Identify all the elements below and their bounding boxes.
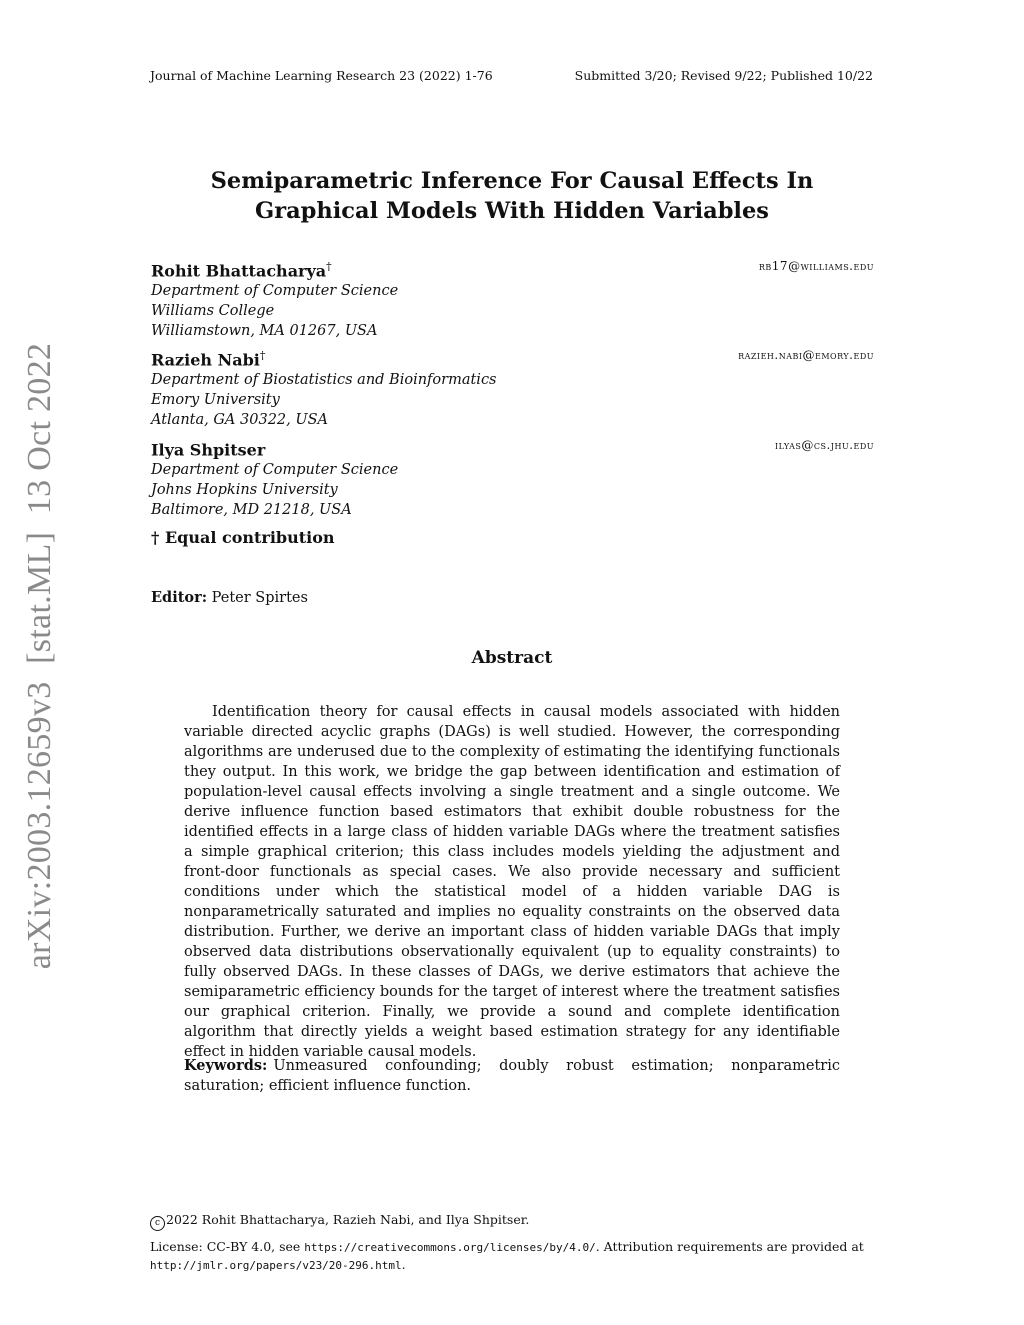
- author-name: Ilya Shpitser: [151, 440, 266, 460]
- license-prefix: License: CC-BY 4.0, see: [150, 1239, 305, 1254]
- arxiv-identifier[interactable]: arXiv:2003.12659v3 [stat.ML] 13 Oct 2022: [21, 342, 58, 970]
- license-link[interactable]: https://creativecommons.org/licenses/by/4.0/: [304, 1241, 596, 1254]
- author-name: Razieh Nabi†: [151, 349, 266, 370]
- affiliation-address: Williamstown, MA 01267, USA: [151, 323, 378, 340]
- affiliation-address: Baltimore, MD 21218, USA: [151, 502, 352, 519]
- arxiv-sidebar-stamp: [0, 342, 80, 970]
- author-block-3: [151, 436, 874, 520]
- paper-title: [150, 166, 874, 226]
- affiliation-institution: Williams College: [151, 303, 275, 320]
- author-block-2: [151, 346, 874, 430]
- equal-contribution-note: † Equal contribution: [151, 528, 335, 547]
- author-email[interactable]: razieh.nabi@emory.edu: [738, 348, 874, 362]
- affiliation-department: Department of Computer Science: [151, 462, 399, 479]
- keywords-label: Keywords:: [184, 1057, 268, 1074]
- author-email[interactable]: ilyas@cs.jhu.edu: [774, 438, 874, 452]
- license-end: .: [401, 1257, 406, 1272]
- editor-label: Editor:: [151, 589, 208, 606]
- author-email[interactable]: rb17@williams.edu: [758, 259, 874, 273]
- equal-contribution-mark: †: [326, 260, 332, 273]
- running-header-journal: Journal of Machine Learning Research 23 (2022) 1-76: [150, 68, 493, 83]
- affiliation-department: Department of Biostatistics and Bioinformatics: [151, 372, 497, 389]
- keywords-line: [184, 1056, 840, 1096]
- copyright-icon: c: [150, 1216, 165, 1231]
- license-line: [150, 1238, 874, 1274]
- copyright-line: [150, 1212, 529, 1231]
- license-mid: . Attribution requirements are provided at: [595, 1239, 864, 1254]
- affiliation-address: Atlanta, GA 30322, USA: [151, 412, 328, 429]
- copyright-text: 2022 Rohit Bhattacharya, Razieh Nabi, and Ilya Shpitser.: [166, 1212, 530, 1227]
- affiliation-institution: Johns Hopkins University: [151, 482, 338, 499]
- abstract-heading: Abstract: [471, 648, 553, 668]
- keywords-text: Unmeasured confounding; doubly robust estimation; nonparametric saturation; efficient influence function.: [184, 1058, 840, 1094]
- affiliation-department: Department of Computer Science: [151, 283, 399, 300]
- paper-title-line-2: Graphical Models With Hidden Variables: [255, 198, 769, 224]
- author-block-1: [151, 257, 874, 341]
- running-header-dates: Submitted 3/20; Revised 9/22; Published 10/22: [574, 68, 873, 83]
- abstract-text: Identification theory for causal effects in causal models associated with hidden variable directed acyclic graphs (DAGs) is well studied. However, the corresponding algorithms are underused due to the complexity of estimating the identifying functionals they output. In this work, we bridge the gap between identification and estimation of population-level causal effects involving a single treatment and a single outcome. We derive influence function based estimators that exhibit double robustness for the identified effects in a large class of hidden variable DAGs where the treatment satisfies a simple graphical criterion; this class includes models yielding the adjustment and front-door functionals as special cases. We also provide necessary and sufficient conditions under which the statistical model of a hidden variable DAG is nonparametrically saturated and implies no equality constraints on the observed data distribution. Further, we derive an important class of hidden variable DAGs that imply observed data distributions observationally equivalent (up to equality constraints) to fully observed DAGs. In these classes of DAGs, we derive estimators that achieve the semiparametric efficiency bounds for the target of interest where the treatment satisfies our graphical criterion. Finally, we provide a sound and complete identification algorithm that directly yields a weight based estimation strategy for any identifiable effect in hidden variable causal models.: [184, 704, 840, 1060]
- editor-line: [151, 589, 308, 606]
- paper-title-line-1: Semiparametric Inference For Causal Effects In: [210, 168, 814, 194]
- paper-link[interactable]: http://jmlr.org/papers/v23/20-296.html: [150, 1259, 402, 1272]
- author-name: Rohit Bhattacharya†: [151, 260, 332, 281]
- editor-name: Peter Spirtes: [211, 590, 308, 606]
- equal-contribution-mark: †: [259, 349, 266, 362]
- affiliation-institution: Emory University: [151, 392, 280, 409]
